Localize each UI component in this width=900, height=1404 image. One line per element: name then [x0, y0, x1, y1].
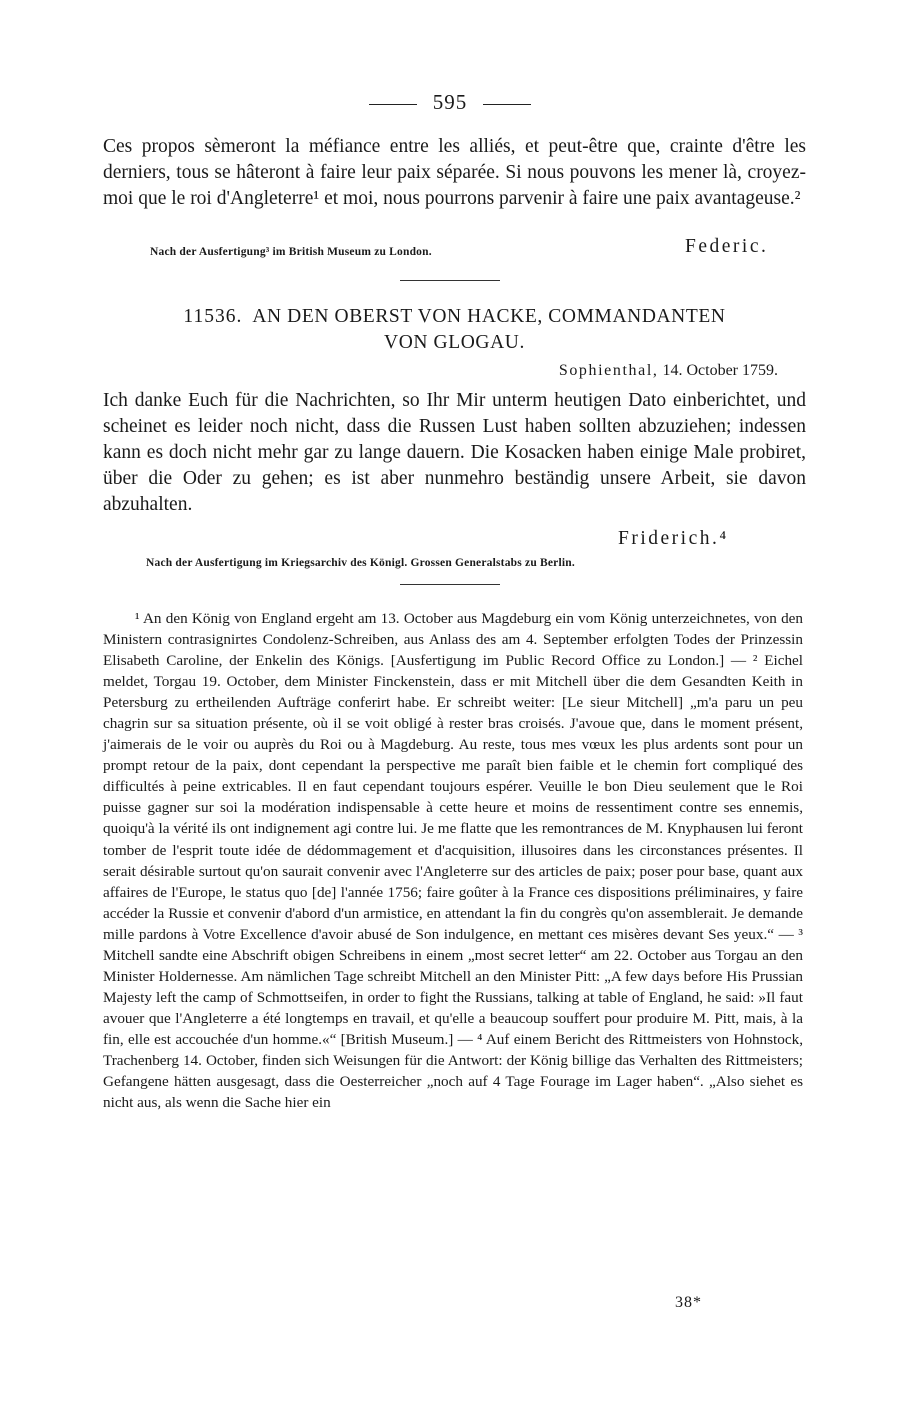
footnotes: ¹ An den König von England ergeht am 13. October aus Magdeburg ein vom König unterzeichnetes, von den Ministern contrasignirtes Condolenz-Schreiben, aus Anlass des am 4. September erfolgten Todes der Prinzessin Elisabeth Caroline, der Enkelin des Königs. [Ausfertigung im Public Record Office zu London.] — ² Eichel meldet, Torgau 19. October, dem Minister Finckenstein, dass er mit Mitchell über die dem Gesandten Keith in Petersburg zu ertheilenden Aufträge conferirt habe. Er schreibt weiter: [Le sieur Mitchell] „m'a paru un peu chagrin sur sa situation présente, où il se voit obligé à rester bras croisés. J'avoue que, dans le moment présent, j'aimerais de le voir ou auprès du Roi ou à Magdeburg. Au reste, tous mes vœux les plus ardents sont pour un prompt retour de la paix, dont cependant la perspective me paraît bien faible et le chemin fort compliqué des difficultés à peine extricables. Il en faut cependant toujours espérer. Veuille le bon Dieu seulement que le Roi puisse gagner sur soi la modération indispensable à cette heure et moins de ressentiment contre ses ennemis, quoiqu'à la vérité ils ont indignement agi contre lui. Je me flatte que les remontrances de M. Knyphausen lui feront tomber de l'esprit toute idée de dédommagement et d'acquisition, illusoires dans les circonstances présentes. Il serait désirable surtout qu'on saurait convenir avec l'Angleterre sur des articles de paix; poser pour base, quant aux affaires de l'Europe, le status quo [de] l'année 1756; faire goûter à la France ces dispositions préliminaires, y faire accéder la Russie et convenir d'abord d'un armistice, en attendant la fin du congrès qu'on assemblerait. Je demande mille pardons à Votre Excellence d'avoir abusé de Son indulgence, en mettant ces misères devant Ses yeux.“ — ³ Mitchell sandte eine Abschrift obigen Schreibens in einem „most secret letter“ am 22. October aus Torgau an den Minister Holdernesse. Am nämlichen Tage schreibt Mitchell an den Minister Pitt: „A few days before His Prussian Majesty left the camp of Schmottseifen, in order to fight the Russians, talking at table of England, he said: »Il faut avouer que l'Angleterre a été longtemps en travail, et qu'elle a beaucoup souffert pour produire M. Pitt, mais, à la fin, elle est accouchée d'un homme.«“ [British Museum.] — ⁴ Auf einem Bericht des Rittmeisters von Hohnstock, Trachenberg 14. October, finden sich Weisungen für die Antwort: der König billige das Verhalten des Rittmeisters; Gefangene hätten ausgesagt, dass die Oesterreicher „noch auf 4 Tage Fourage im Lager haben“. „Also siehet es nicht aus, als wenn die Sache hier ein — [103, 610, 803, 1112]
letter-title-line-1 — [103, 304, 806, 330]
letter-title-line-2: VON GLOGAU. — [384, 332, 525, 353]
letter-end-source-note: Nach der Ausfertigung³ im British Museum zu London. — [150, 246, 432, 258]
letter-number: 11536. — [183, 306, 243, 327]
header-dash-left — [369, 104, 417, 105]
page-number: 595 — [432, 90, 468, 114]
header-dash-right — [483, 104, 531, 105]
section-divider-top — [400, 280, 500, 281]
letter-recipient: AN DEN OBERST VON HACKE, COMMANDANTEN — [252, 306, 726, 327]
letter-signature: Friderich.⁴ — [618, 528, 729, 549]
letter-body: Ich danke Euch für die Nachrichten, so Ihr Mir unterm heutigen Dato einberichtet, und scheinet es leider noch nicht, dass die Russen Lust haben sollten abzuziehen; indessen kann es doch nicht mehr gar zu lange dauern. Die Kosacken haben einige Male probiret, über die Oder zu gehen; es ist aber nunmehro beständig unsere Arbeit, sie davon abzuhalten. — [103, 390, 806, 515]
letter-end-paragraph: Ces propos sèmeront la méfiance entre les alliés, et peut-être que, crainte d'être les derniers, tous se hâteront à faire leur paix séparée. Si nous pouvons les mener là, croyez-moi que le roi d'Angleterre¹ et moi, nous pourrons parvenir à faire une paix avantageuse.² — [103, 136, 806, 209]
letter-date: 14. October 1759. — [662, 362, 778, 379]
section-divider-bottom — [400, 584, 500, 585]
letter-title — [103, 304, 806, 356]
letter-place: Sophienthal, — [558, 362, 659, 379]
page-header — [0, 90, 900, 115]
letter-source-note: Nach der Ausfertigung im Kriegsarchiv des Königl. Grossen Generalstabs zu Berlin. — [146, 557, 575, 569]
letter-end-signature: Federic. — [685, 236, 769, 257]
printer-signature-mark: 38* — [675, 1294, 702, 1311]
letter-place-date — [559, 362, 778, 380]
